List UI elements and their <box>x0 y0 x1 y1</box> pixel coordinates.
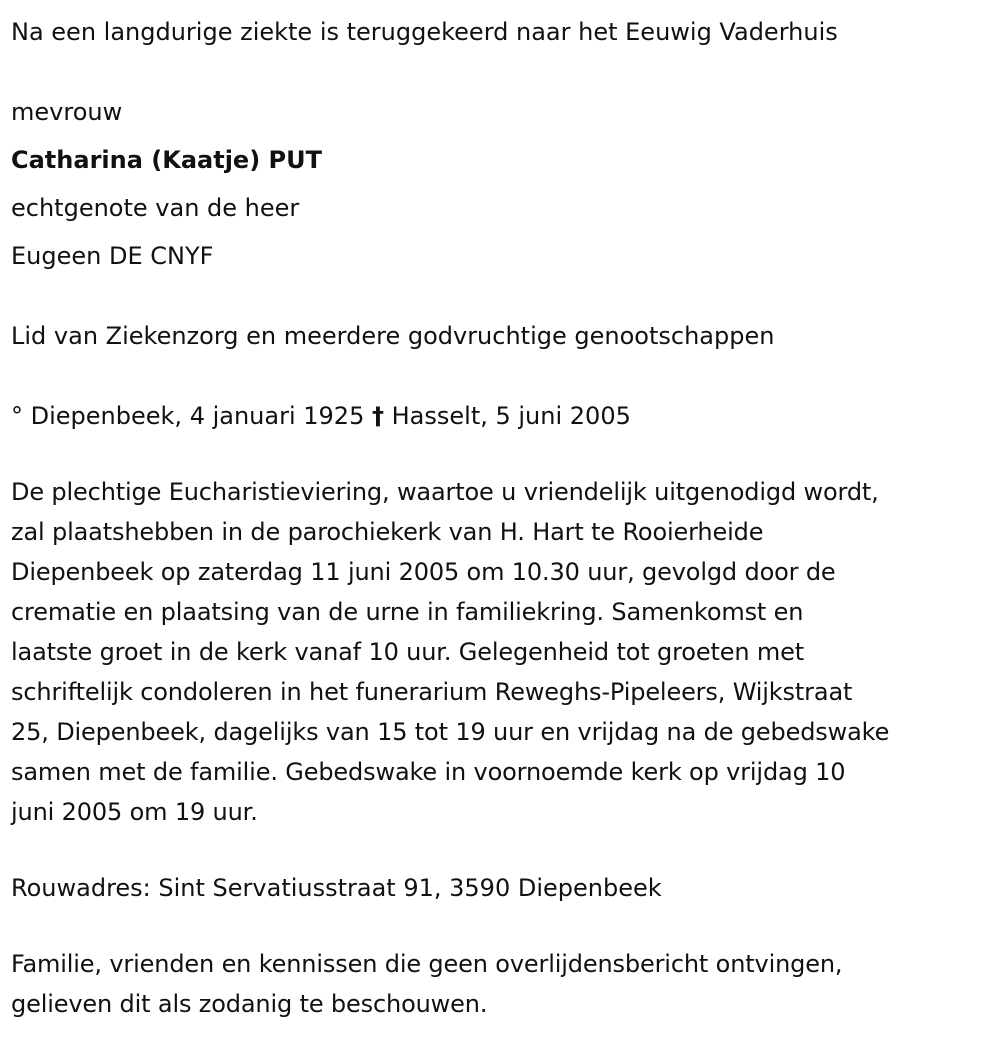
ceremony-line: schriftelijk condoleren in het funerarium Reweghs-Pipeleers, Wijkstraat <box>11 678 853 706</box>
ceremony-line: crematie en plaatsing van de urne in familiekring. Samenkomst en <box>11 598 804 626</box>
honorific: mevrouw <box>11 98 123 126</box>
ceremony-line: juni 2005 om 19 uur. <box>11 798 258 826</box>
deceased-name: Catharina (Kaatje) PUT <box>11 146 322 174</box>
ceremony-line: Diepenbeek op zaterdag 11 juni 2005 om 10.30 uur, gevolgd door de <box>11 558 836 586</box>
obituary-notice <box>11 8 991 1024</box>
ceremony-line: zal plaatshebben in de parochiekerk van H. Hart te Rooierheide <box>11 518 764 546</box>
mourning-address: Rouwadres: Sint Servatiusstraat 91, 3590 Diepenbeek <box>11 874 662 902</box>
ceremony-line: laatste groet in de kerk vanaf 10 uur. Gelegenheid tot groeten met <box>11 638 804 666</box>
ceremony-line: De plechtige Eucharistieviering, waartoe u vriendelijk uitgenodigd wordt, <box>11 478 879 506</box>
spacer <box>11 832 991 864</box>
spacer <box>11 912 991 944</box>
relation-text: echtgenote van de heer <box>11 194 300 222</box>
ceremony-line: samen met de familie. Gebedswake in voornoemde kerk op vrijdag 10 <box>11 758 846 786</box>
spacer <box>11 360 991 392</box>
cross-icon: † <box>371 402 384 430</box>
intro-text: Na een langdurige ziekte is teruggekeerd naar het Eeuwig Vaderhuis <box>11 18 838 46</box>
spacer <box>11 440 991 472</box>
membership-text: Lid van Ziekenzorg en meerdere godvruchtige genootschappen <box>11 322 775 350</box>
birth-symbol: ° <box>11 402 23 430</box>
ceremony-paragraph <box>11 472 991 832</box>
closing-line: Familie, vrienden en kennissen die geen overlijdensbericht ontvingen, <box>11 950 843 978</box>
closing-paragraph <box>11 944 991 1024</box>
life-dates <box>11 392 991 440</box>
spacer <box>11 56 991 88</box>
death-date: Hasselt, 5 juni 2005 <box>391 402 631 430</box>
spacer <box>11 280 991 312</box>
closing-line: gelieven dit als zodanig te beschouwen. <box>11 990 488 1018</box>
spouse-name: Eugeen DE CNYF <box>11 242 214 270</box>
ceremony-line: 25, Diepenbeek, dagelijks van 15 tot 19 uur en vrijdag na de gebedswake <box>11 718 890 746</box>
birth-date: Diepenbeek, 4 januari 1925 <box>30 402 365 430</box>
